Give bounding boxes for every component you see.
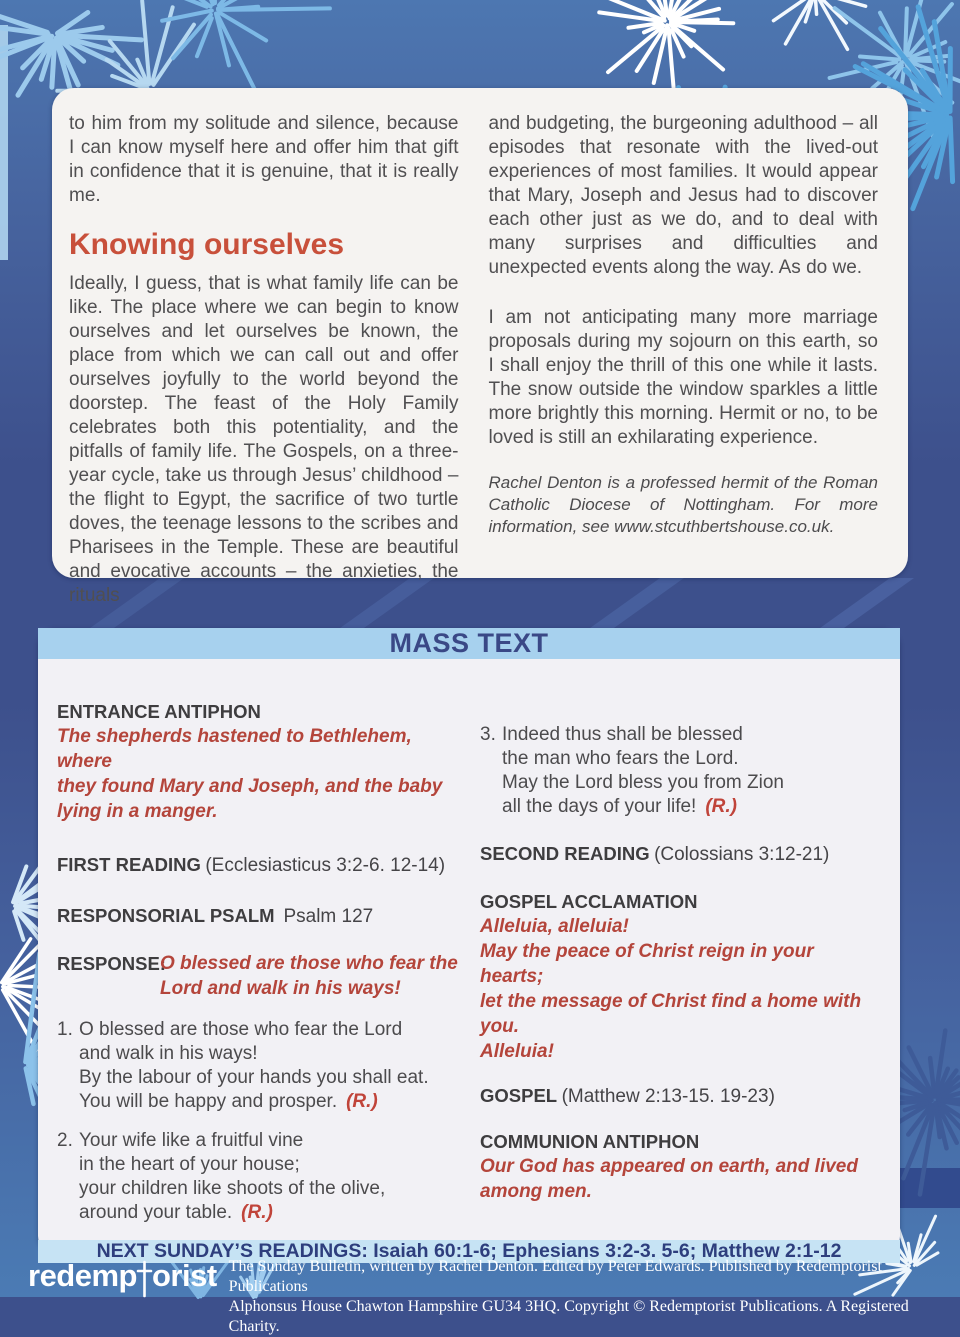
imprint-line-1: The Sunday Bulletin, written by Rachel Denton. Edited by Peter Edwards. Published by Redemptorist Publications: [229, 1257, 960, 1297]
cross-icon: [137, 1258, 152, 1298]
psalm-verse-3: 3. Indeed thus shall be blessed the man who fears the Lord. May the Lord bless you from Zion all the days of your life! (R.): [480, 723, 882, 819]
article-body-paragraph: Ideally, I guess, that is what family life can be like. The place where we can begin to know ourselves and let ourselves be known, the place from which we can call out and offer ourselves joyfully to the world beyond the doorstep. The feast of the Holy Family celebrates both this potentiality, and the pitfalls of family life. The Gospels, on a three-year cycle, take us through Jesus’ childhood – the flight to Egypt, the sacrifice of two turtle doves, the teenage lessons to the scribes and Pharisees in the Temple. These are beautiful and evocative accounts – the anxieties, the rituals: [69, 272, 459, 608]
imprint-line-2: Alphonsus House Chawton Hampshire GU34 3HQ. Copyright © Redemptorist Publications. A Registered Charity.: [229, 1297, 960, 1337]
redemptorist-logo: redemp orist: [0, 1258, 217, 1295]
mass-text-card: [38, 628, 900, 1254]
publisher-footer: [0, 1256, 960, 1337]
mass-text-body: [38, 659, 900, 1240]
next-readings-label: NEXT SUNDAY’S READINGS:: [97, 1240, 368, 1263]
article-intro-paragraph: to him from my solitude and silence, because I can know myself here and offer him that gift in confidence that it is genuine, that it is really me.: [69, 112, 459, 208]
second-reading: SECOND READING (Colossians 3:12-21): [480, 841, 882, 867]
psalm-verse-2: 2. Your wife like a fruitful vine in the heart of your house; your children like shoots of the olive, around your table. (R.): [57, 1129, 459, 1225]
responsorial-psalm: RESPONSORIAL PSALM Psalm 127: [57, 903, 459, 929]
mass-text-title: MASS TEXT: [389, 628, 548, 659]
first-reading: FIRST READING (Ecclesiasticus 3:2-6. 12-14): [57, 852, 459, 878]
psalm-response: RESPONSE: O blessed are those who fear the Lord and walk in his ways!: [57, 951, 459, 1001]
mass-left-column: [57, 699, 459, 1240]
article-left-column: [69, 112, 459, 578]
article-paragraph-3: I am not anticipating many more marriage proposals during my sojourn on this earth, so I shall enjoy the thrill of this one while it lasts. The snow outside the window sparkles a little more brightly this morning. Hermit or no, to be loved is still an exhilarating experience.: [489, 306, 879, 450]
gospel-acclamation: GOSPEL ACCLAMATION Alleluia, alleluia! May the peace of Christ reign in your hearts; let the message of Christ find a home with you. Alleluia!: [480, 889, 882, 1064]
mass-right-column: [480, 699, 882, 1240]
author-bio: Rachel Denton is a professed hermit of the Roman Catholic Diocese of Nottingham. For more information, see www.stcuthbertshouse.co.uk.: [489, 472, 879, 538]
communion-antiphon: COMMUNION ANTIPHON Our God has appeared on earth, and lived among men.: [480, 1129, 882, 1204]
mass-text-header: [38, 628, 900, 659]
imprint-text: [229, 1257, 960, 1337]
article-paragraph-2: and budgeting, the burgeoning adulthood – all episodes that resonate with the lived-out experiences of most families. It would appear that Mary, Joseph and Jesus had to discover each other just as we do, and to deal with many surprises and difficulties and unexpected events along the way. As do we.: [489, 112, 879, 280]
entrance-antiphon: ENTRANCE ANTIPHON The shepherds hastened to Bethlehem, where they found Mary and Joseph, and the baby lying in a manger.: [57, 699, 459, 824]
next-readings-refs: Isaiah 60:1-6; Ephesians 3:2-3. 5-6; Matthew 2:1-12: [368, 1240, 842, 1263]
gospel: GOSPEL (Matthew 2:13-15. 19-23): [480, 1083, 882, 1109]
article-right-column: [489, 112, 879, 578]
article-card: [52, 88, 908, 578]
psalm-verse-1: 1. O blessed are those who fear the Lord and walk in his ways! By the labour of your hands you shall eat. You will be happy and prosper. (R.): [57, 1018, 459, 1114]
article-heading: Knowing ourselves: [69, 228, 459, 262]
